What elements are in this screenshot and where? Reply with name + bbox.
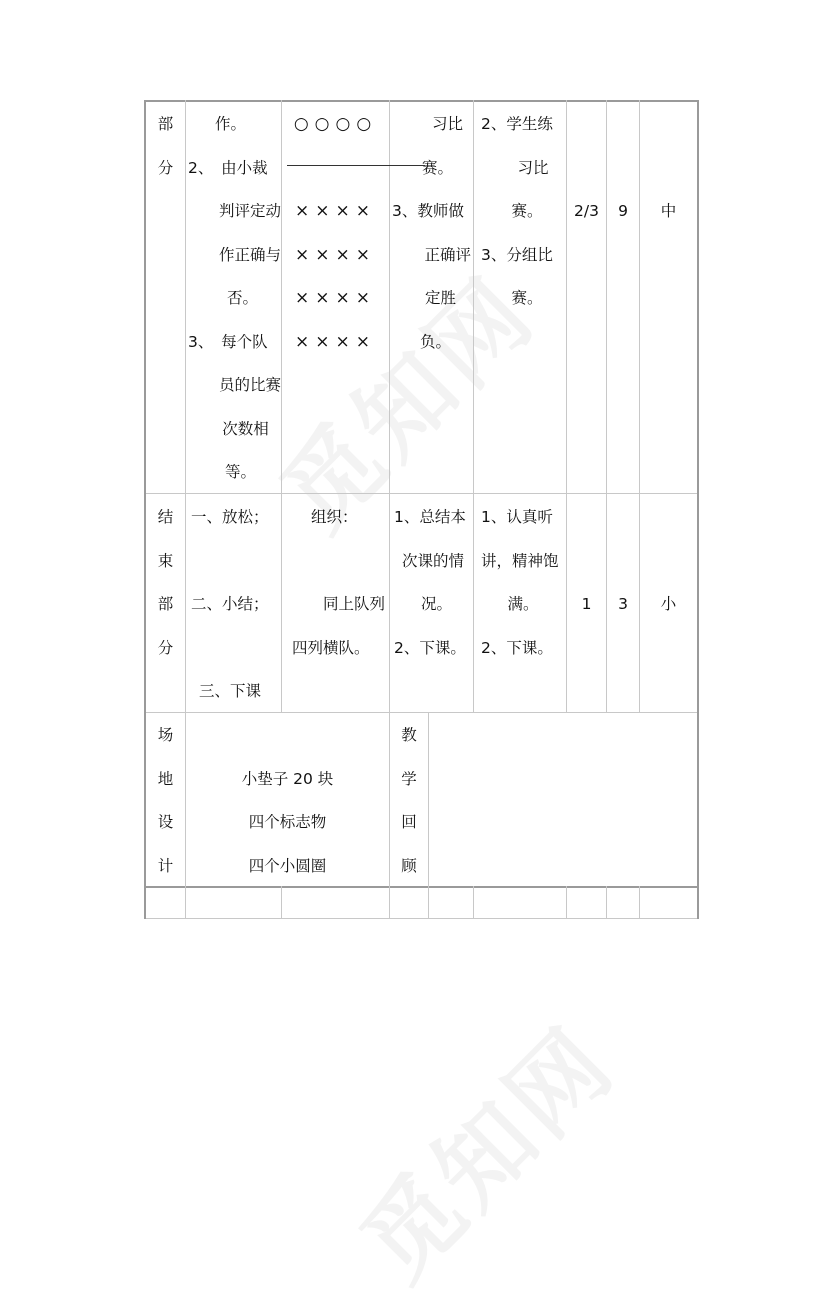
- table-bottom-border: [144, 918, 699, 919]
- review-content-empty: [429, 714, 697, 886]
- main-part-count: 2/3: [574, 202, 599, 220]
- bottom-row-line-4: [606, 886, 607, 919]
- end-part-count: 1: [581, 595, 592, 613]
- end-part-label: 结 束 部 分: [157, 508, 174, 657]
- venue-item: 四个标志物: [248, 813, 327, 831]
- main-part-content: 作。 2、 由小裁 判评定动 作正确与 否。 3、 每个队 员的比赛 次数相 等。: [188, 115, 281, 481]
- main-part-label: 部 分: [157, 115, 174, 177]
- end-part-student: 1、认真听 讲，精神饱 满。 2、下课。: [481, 508, 559, 657]
- end-part-time: 3: [618, 595, 628, 613]
- main-part-intensity: 中: [660, 202, 677, 220]
- main-part-time: 9: [618, 202, 628, 220]
- main-part-teacher: 习比 赛。 3、教师做 正确评 定胜 负。: [392, 115, 471, 351]
- main-part-student: 2、学生练 习比 赛。 3、分组比 赛。: [481, 115, 553, 307]
- cross-formation-row: ××××: [295, 288, 376, 308]
- review-label: 教 学 回 顾: [401, 726, 417, 875]
- end-part-teacher: 1、总结本 次课的情 况。 2、下课。: [394, 508, 466, 657]
- circle-formation-row: ○○○○: [293, 114, 378, 134]
- cross-formation-row: ××××: [295, 244, 376, 265]
- watermark-bottom: [326, 992, 639, 1305]
- bottom-row-line-3: [566, 886, 567, 919]
- bottom-row-line-2: [473, 886, 474, 919]
- table-top-border: [144, 100, 699, 102]
- venue-item: 小垫子 20 块: [241, 769, 334, 788]
- end-part-intensity: 小: [660, 595, 677, 613]
- table-right-border: [697, 100, 699, 919]
- venue-items: [186, 714, 389, 888]
- formation-divider-row: [282, 147, 389, 191]
- main-part-organization: [282, 103, 389, 364]
- cross-formation-row: ××××: [295, 201, 376, 221]
- venue-item: 四个小圆圈: [248, 856, 327, 875]
- end-part-organization: 组织： 同上队列 四列横队。: [292, 508, 385, 657]
- venue-label: 场 地 设 计: [157, 726, 174, 875]
- bottom-row-line-5: [639, 886, 640, 919]
- cross-formation-row: ××××: [295, 331, 376, 352]
- end-part-content: 一、放松； 二、小结； 三、下课: [191, 508, 269, 700]
- bottom-row-line-1: [281, 886, 282, 919]
